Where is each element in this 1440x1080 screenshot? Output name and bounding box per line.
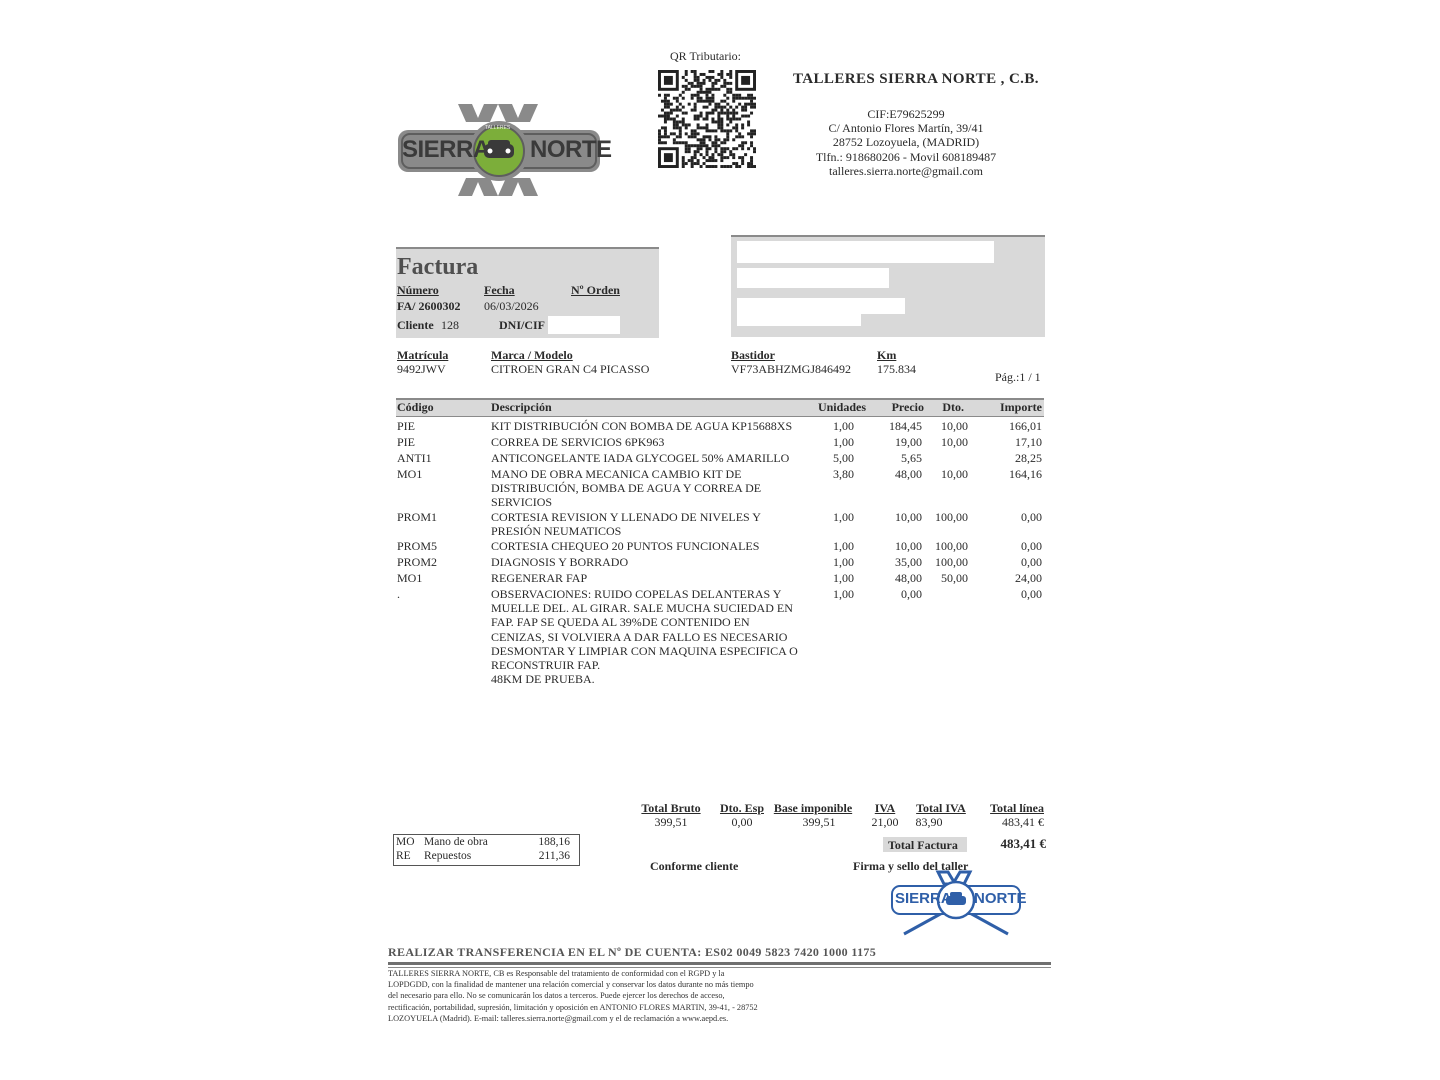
total-bruto-label: Total Bruto [641, 801, 701, 815]
row-7-descripcion: REGENERAR FAP [491, 571, 588, 585]
col-header-dto: Dto. [942, 400, 964, 414]
dto-esp-label: Dto. Esp [719, 801, 764, 815]
logo-left-word: SIERRA [402, 136, 490, 163]
company-name: TALLERES SIERRA NORTE , C.B. [793, 71, 1039, 87]
company-address1: C/ Antonio Flores Martín, 39/41 [828, 121, 984, 135]
row-4-descripcion: CORTESIA REVISION Y LLENADO DE NIVELES Y PRESIÓN NEUMATICOS [491, 510, 761, 539]
workshop-stamp [890, 868, 1027, 936]
customer-redaction-2 [737, 268, 889, 288]
row-4-importe: 0,00 [1021, 510, 1042, 524]
col-header-unidades: Unidades [817, 400, 866, 414]
dni-label: DNI/CIF [499, 318, 546, 332]
row-5-unidades: 1,00 [833, 539, 854, 553]
conforme-cliente: Conforme cliente [650, 859, 739, 873]
row-7-dto: 50,00 [941, 571, 968, 585]
row-7-codigo: MO1 [397, 571, 423, 585]
stamp-right-word: NORTE [974, 890, 1027, 907]
row-4-precio: 10,00 [895, 510, 922, 524]
dto-esp-value: 0,00 [731, 815, 753, 829]
row-6-importe: 0,00 [1021, 555, 1042, 569]
company-logo [396, 100, 612, 200]
row-2-unidades: 5,00 [833, 451, 854, 465]
total-iva-value: 83,90 [915, 815, 943, 829]
qr-code [658, 70, 756, 168]
customer-redaction-4 [737, 314, 861, 326]
col-header-descripcion: Descripción [491, 400, 552, 414]
invoice-date: 06/03/2026 [484, 299, 539, 313]
col-header-importe: Importe [1000, 400, 1042, 414]
page-number: Pág.:1 / 1 [995, 370, 1041, 384]
row-7-importe: 24,00 [1015, 571, 1042, 585]
row-3-dto: 10,00 [941, 467, 968, 481]
row-4-codigo: PROM1 [397, 510, 438, 524]
row-5-precio: 10,00 [895, 539, 922, 553]
total-iva-label: Total IVA [916, 801, 966, 815]
row-8-unidades: 1,00 [833, 587, 854, 601]
row-2-importe: 28,25 [1015, 451, 1042, 465]
summary-code-re: RE [396, 850, 411, 862]
row-3-unidades: 3,80 [833, 467, 854, 481]
row-1-codigo: PIE [397, 435, 415, 449]
row-4-dto: 100,00 [935, 510, 968, 524]
row-3-codigo: MO1 [397, 467, 423, 481]
customer-redaction-3 [737, 298, 905, 314]
row-0-dto: 10,00 [941, 419, 968, 433]
company-phones: Tlfn.: 918680206 - Movil 608189487 [815, 150, 997, 164]
row-3-importe: 164,16 [1009, 467, 1042, 481]
row-6-codigo: PROM2 [397, 555, 438, 569]
fecha-label: Fecha [484, 283, 515, 297]
row-6-unidades: 1,00 [833, 555, 854, 569]
logo-ring-word: TALLERES [485, 125, 511, 131]
customer-redaction-1 [737, 241, 994, 263]
row-8-codigo: . [397, 587, 400, 601]
summary-label-re: Repuestos [424, 850, 472, 862]
row-7-unidades: 1,00 [833, 571, 854, 585]
row-1-importe: 17,10 [1015, 435, 1042, 449]
total-bruto-value: 399,51 [654, 815, 688, 829]
row-1-dto: 10,00 [941, 435, 968, 449]
cliente-label: Cliente [397, 318, 434, 332]
orden-label: Nº Orden [571, 283, 620, 297]
company-email: talleres.sierra.norte@gmail.com [829, 164, 983, 178]
row-6-descripcion: DIAGNOSIS Y BORRADO [491, 555, 629, 569]
marca-value: CITROEN GRAN C4 PICASSO [491, 362, 650, 376]
col-header-codigo: Código [397, 400, 434, 414]
summary-code-mo: MO [396, 836, 415, 848]
logo-right-word: NORTE [530, 136, 612, 163]
row-2-codigo: ANTI1 [397, 451, 432, 465]
numero-label: Número [397, 283, 439, 297]
km-label: Km [877, 348, 897, 362]
total-linea-label: Total línea [990, 801, 1044, 815]
iva-label: IVA [874, 801, 896, 815]
col-header-precio: Precio [891, 400, 924, 414]
row-8-importe: 0,00 [1021, 587, 1042, 601]
row-1-precio: 19,00 [895, 435, 922, 449]
iva-value: 21,00 [871, 815, 899, 829]
row-7-precio: 48,00 [895, 571, 922, 585]
row-2-descripcion: ANTICONGELANTE IADA GLYCOGEL 50% AMARILLO [491, 451, 790, 465]
row-5-codigo: PROM5 [397, 539, 438, 553]
summary-value-re: 211,36 [538, 850, 570, 862]
company-cif: CIF:E79625299 [867, 107, 945, 121]
row-0-importe: 166,01 [1009, 419, 1042, 433]
row-5-dto: 100,00 [935, 539, 968, 553]
base-imponible-value: 399,51 [802, 815, 836, 829]
row-0-codigo: PIE [397, 419, 415, 433]
matricula-label: Matrícula [397, 348, 449, 362]
base-imponible-label: Base imponible [773, 801, 853, 815]
row-3-precio: 48,00 [895, 467, 922, 481]
summary-value-mo: 188,16 [538, 836, 570, 848]
row-8-descripcion: OBSERVACIONES: RUIDO COPELAS DELANTERAS Y MUELLE DEL. AL GIRAR. SALE MUCHA SUCIEDAD EN FAP. FAP SE QUEDA AL 39%DE CONTENIDO EN CENIZAS, SI VOLVIERA A DAR FALLO ES NECESARIO DESMONTAR Y LIMPIAR CON MAQUINA ESPECIFICA O RECONSTRUIR FAP. 48KM DE PRUEBA. [491, 587, 798, 687]
marca-label: Marca / Modelo [491, 348, 573, 362]
dni-redaction [548, 316, 620, 334]
cliente-number: 128 [441, 318, 459, 332]
transfer-notice: REALIZAR TRANSFERENCIA EN EL Nº DE CUENTA: ES02 0049 5823 7420 1000 1175 [388, 945, 877, 959]
row-4-unidades: 1,00 [833, 510, 854, 524]
qr-label: QR Tributario: [670, 49, 742, 63]
row-0-descripcion: KIT DISTRIBUCIÓN CON BOMBA DE AGUA KP15688XS [491, 419, 793, 433]
stamp-left-word: SIERRA [895, 890, 952, 907]
total-factura-value: 483,41 € [1000, 836, 1046, 851]
row-6-dto: 100,00 [935, 555, 968, 569]
bastidor-value: VF73ABHZMGJ846492 [731, 362, 852, 376]
invoice-title: Factura [397, 254, 479, 280]
row-1-descripcion: CORREA DE SERVICIOS 6PK963 [491, 435, 665, 449]
footer-rule [388, 962, 1051, 965]
row-0-unidades: 1,00 [833, 419, 854, 433]
row-8-precio: 0,00 [901, 587, 922, 601]
row-5-descripcion: CORTESIA CHEQUEO 20 PUNTOS FUNCIONALES [491, 539, 760, 553]
firma-taller: Firma y sello del taller [853, 859, 969, 873]
row-2-precio: 5,65 [901, 451, 922, 465]
row-3-descripcion: MANO DE OBRA MECANICA CAMBIO KIT DE DISTRIBUCIÓN, BOMBA DE AGUA Y CORREA DE SERVICIOS [491, 467, 762, 510]
company-address2: 28752 Lozoyuela, (MADRID) [832, 135, 980, 149]
matricula-value: 9492JWV [397, 362, 446, 376]
km-value: 175.834 [877, 362, 916, 376]
row-6-precio: 35,00 [895, 555, 922, 569]
row-1-unidades: 1,00 [833, 435, 854, 449]
bastidor-label: Bastidor [731, 348, 776, 362]
summary-label-mo: Mano de obra [424, 836, 488, 848]
row-0-precio: 184,45 [889, 419, 922, 433]
legal-text: TALLERES SIERRA NORTE, CB es Responsable del tratamiento de conformidad con el RGPD y la LOPDGDD, con la finalidad de mantener una relación comercial y conservar los datos durante no más tiempo del necesario para ello. No se comunicarán los datos a terceros. Puede ejercer los derechos de acceso, rectificación, portabilidad, supresión, limitación y oposición en ANTONIO FLORES MARTIN, 39-41, - 28752 LOZOYUELA (Madrid). E-mail: talleres.sierra.norte@gmail.com y el de reclamación a www.aepd.es. [388, 969, 758, 1023]
total-factura-label: Total Factura [888, 838, 958, 852]
invoice-number: FA/ 2600302 [397, 299, 461, 313]
total-linea-value: 483,41 € [1002, 815, 1044, 829]
row-5-importe: 0,00 [1021, 539, 1042, 553]
